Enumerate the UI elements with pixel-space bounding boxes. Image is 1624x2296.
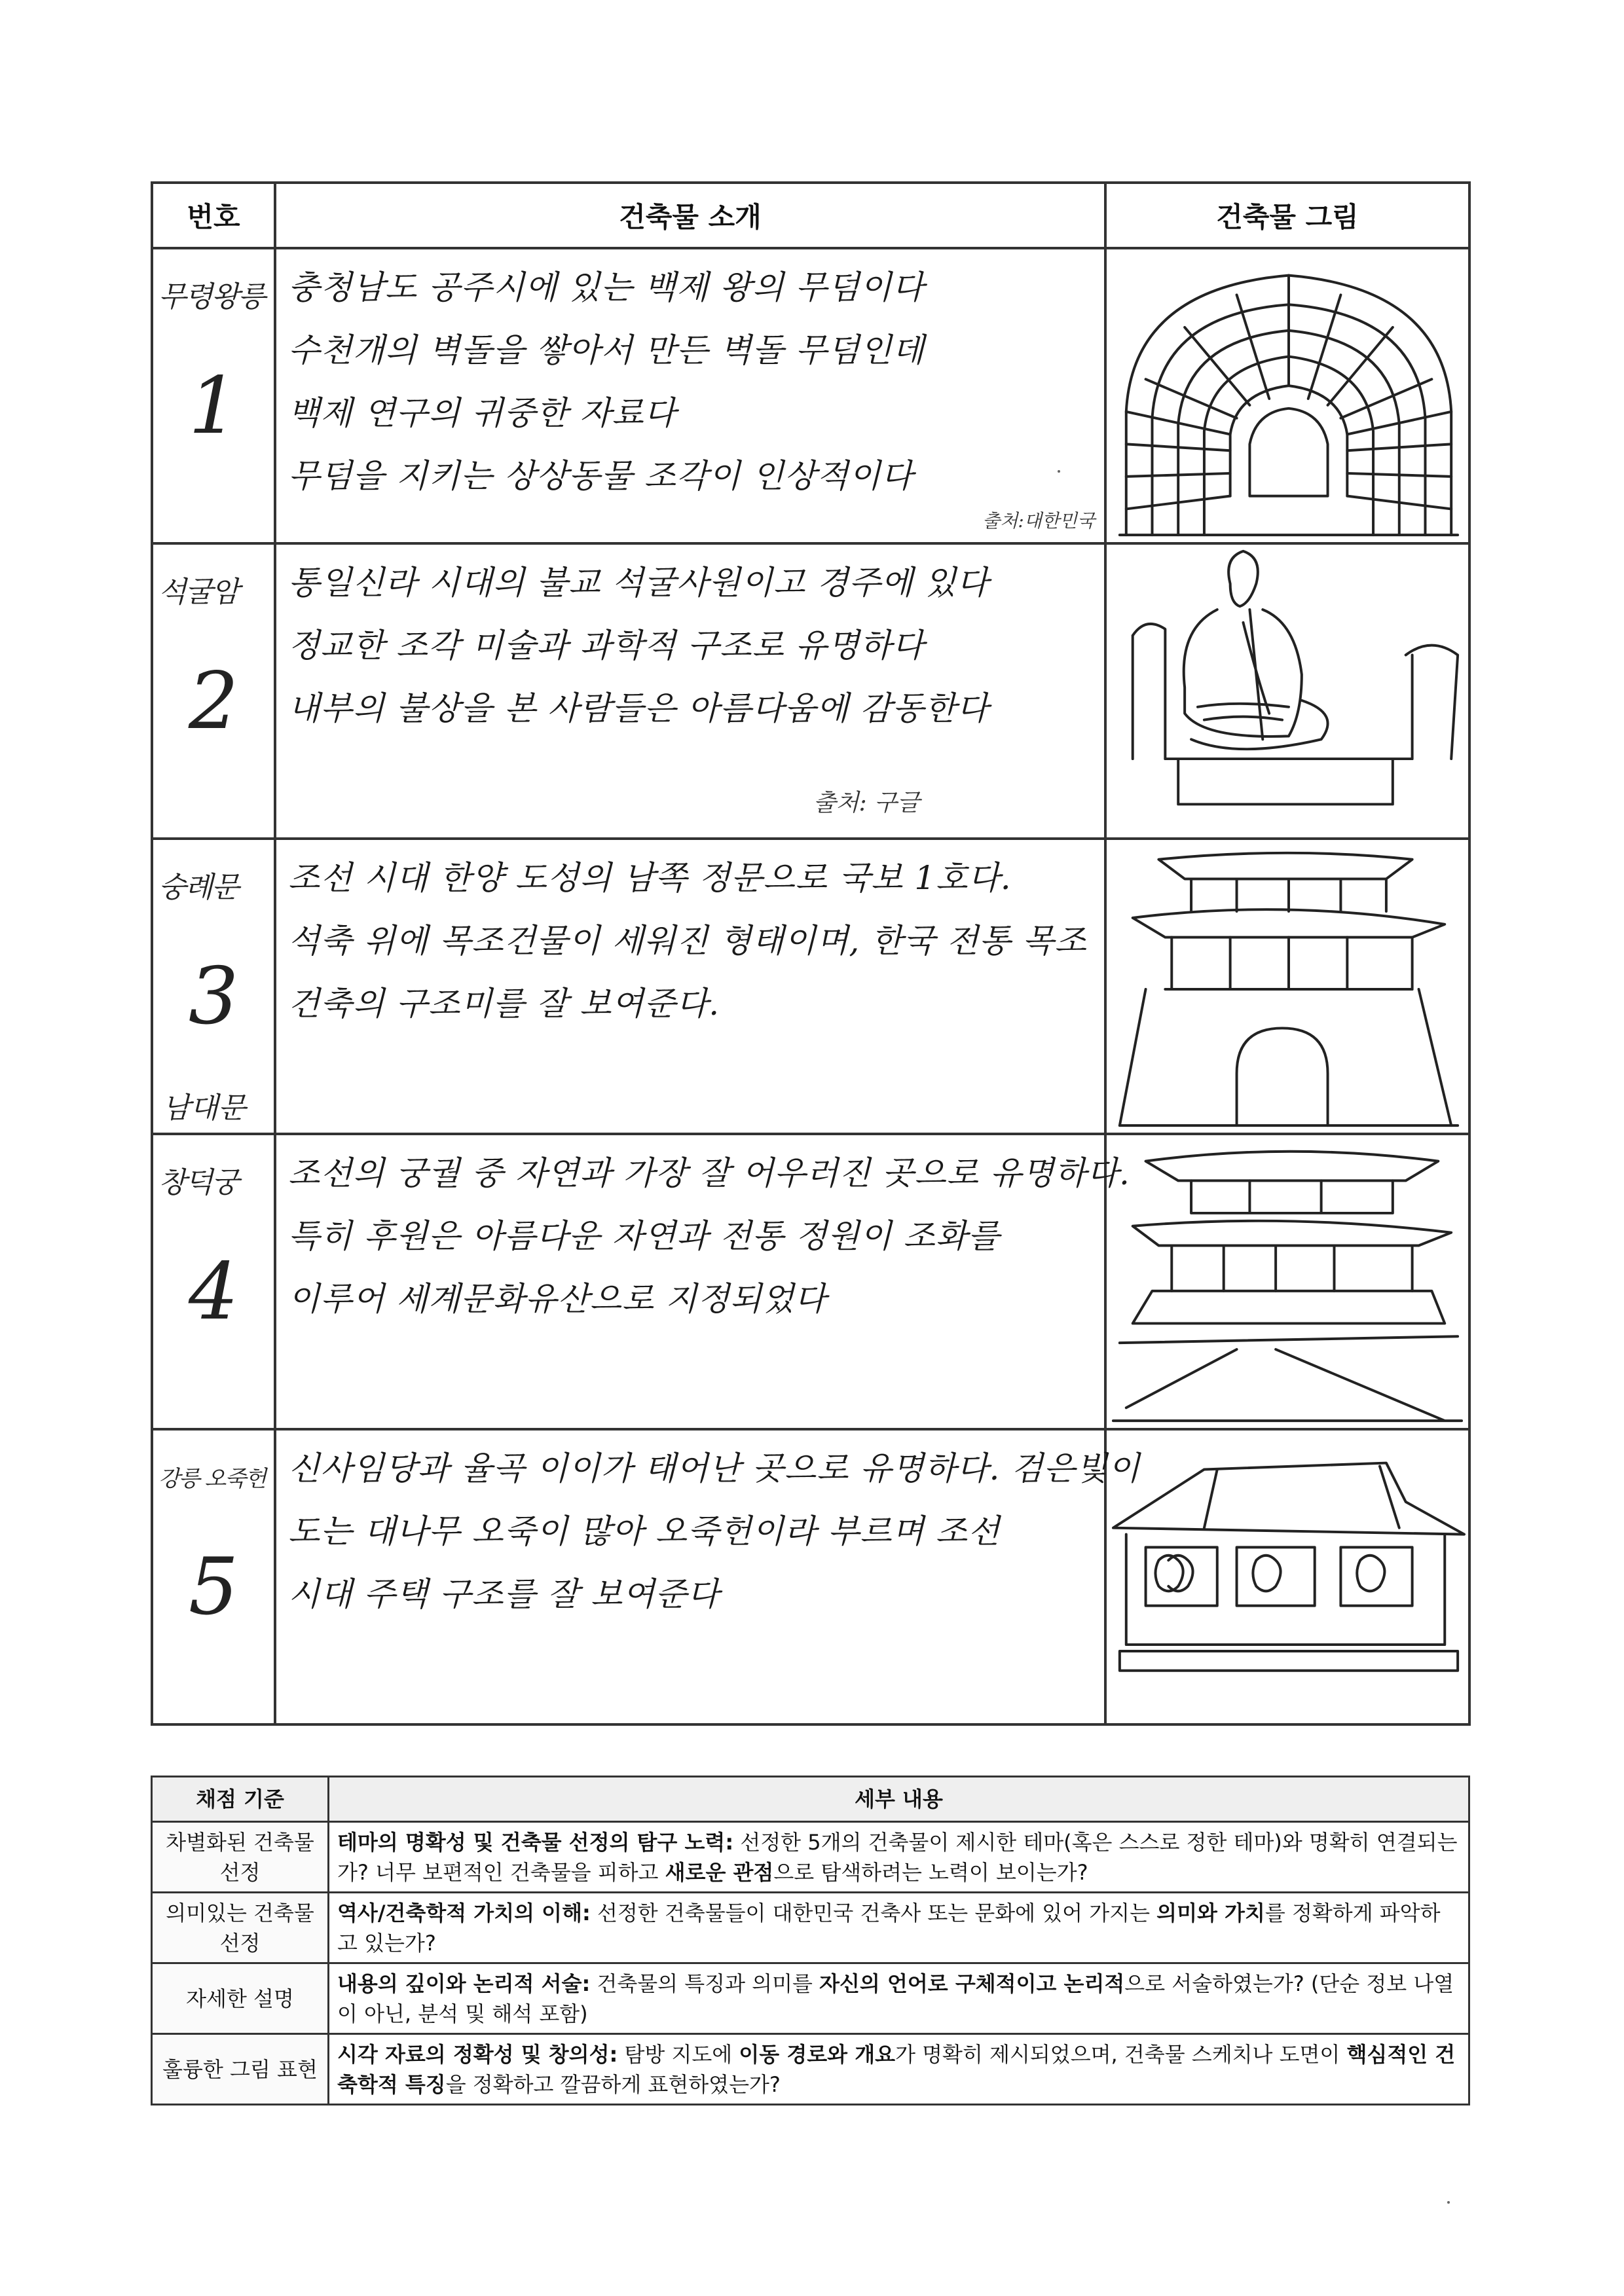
description-line: 충청남도 공주시에 있는 백제 왕의 무덤이다 xyxy=(288,268,925,306)
header-number: 번호 xyxy=(152,183,275,248)
rubric-bold: 핵심적인 건축학적 특징 xyxy=(337,2041,1456,2097)
rubric-text: 탐방 지도에 xyxy=(618,2041,739,2067)
rubric-text: 건축물의 특징과 의미를 xyxy=(590,1971,820,1996)
rubric-bold: 자신의 언어로 구체적이고 논리적 xyxy=(819,1971,1125,1996)
rubric-criteria: 훌륭한 그림 표현 xyxy=(152,2034,329,2105)
row-number: 4 xyxy=(188,1247,239,1338)
scan-speck xyxy=(1447,2201,1450,2204)
rubric-text: 가 명확히 제시되었으며, 건축물 스케치나 도면이 xyxy=(895,2041,1347,2067)
number-cell xyxy=(152,248,275,543)
building-name: 무령왕릉 xyxy=(158,280,265,314)
source-note: 출처: 구글 xyxy=(813,790,920,816)
description-cell xyxy=(275,1429,1141,1724)
rubric-table xyxy=(151,1776,1470,2105)
rubric-text: 을 정확하고 깔끔하게 표현하였는가? xyxy=(445,2071,781,2097)
rubric-criteria: 자세한 설명 xyxy=(152,1963,329,2034)
rubric-criteria: 차별화된 건축물 선정 xyxy=(152,1822,329,1893)
rubric-text: 를 정확하게 파악하고 있는가? xyxy=(337,1900,1441,1956)
rubric-text: 선정한 5개의 건축물이 제시한 테마(혹은 스스로 정한 테마)와 명확히 연결되는가? 너무 보편적인 건축물을 피하고 xyxy=(337,1829,1458,1885)
number-cell xyxy=(152,1134,275,1429)
description-line: 내부의 불상을 본 사람들은 아름다움에 감동한다 xyxy=(288,689,989,727)
description-line: 정교한 조각 미술과 과학적 구조로 유명하다 xyxy=(288,627,925,665)
description-line: 특히 후원은 아름다운 자연과 전통 정원이 조화를 xyxy=(288,1217,1001,1255)
rubric-row xyxy=(152,2034,1469,2105)
row-number: 3 xyxy=(188,951,239,1042)
rubric-header-criteria: 채점 기준 xyxy=(152,1777,329,1822)
building-name: 숭례문 xyxy=(158,871,238,904)
building-name: 석굴암 xyxy=(158,575,238,609)
rubric-criteria: 의미있는 건축물 선정 xyxy=(152,1893,329,1963)
rubric-detail xyxy=(329,1822,1469,1893)
rubric-bold: 역사/건축학적 가치의 이해: xyxy=(337,1900,591,1925)
description-line: 조선 시대 한양 도성의 남쪽 정문으로 국보 1호다. xyxy=(288,859,1012,897)
description-line: 건축의 구조미를 잘 보여준다. xyxy=(288,985,720,1023)
number-cell xyxy=(152,1429,275,1724)
description-line: 석축 위에 목조건물이 세워진 형태이며, 한국 전통 목조 xyxy=(288,922,1087,960)
description-line: 무덤을 지키는 상상동물 조각이 인상적이다 xyxy=(288,457,913,495)
source-note: 출처:대한민국 xyxy=(982,510,1095,532)
architecture-table xyxy=(151,181,1471,1726)
rubric-bold: 내용의 깊이와 논리적 서술: xyxy=(337,1971,591,1996)
table-row xyxy=(152,248,1469,543)
drawing-cell xyxy=(1105,1134,1469,1429)
rubric-text: 선정한 건축물들이 대한민국 건축사 또는 문화에 있어 가지는 xyxy=(590,1900,1157,1925)
rubric-row xyxy=(152,1963,1469,2034)
buddha-statue-sketch xyxy=(1107,545,1468,837)
rubric-detail xyxy=(329,2034,1469,2105)
description-line: 시대 주택 구조를 잘 보여준다 xyxy=(288,1575,720,1613)
house-sketch xyxy=(1107,1430,1468,1723)
rubric-detail xyxy=(329,1893,1469,1963)
description-line: 백제 연구의 귀중한 자료다 xyxy=(288,394,676,432)
table-row xyxy=(152,1429,1469,1724)
rubric-row xyxy=(152,1893,1469,1963)
rubric-header-detail: 세부 내용 xyxy=(329,1777,1469,1822)
number-cell xyxy=(152,543,275,839)
rubric-detail xyxy=(329,1963,1469,2034)
description-line: 수천개의 벽돌을 쌓아서 만든 벽돌 무덤인데 xyxy=(288,331,925,369)
table-row xyxy=(152,839,1469,1134)
gate-sketch xyxy=(1107,840,1468,1133)
description-line: 조선의 궁궐 중 자연과 가장 잘 어우러진 곳으로 유명하다. xyxy=(288,1154,1130,1192)
description-line: 도는 대나무 오죽이 많아 오죽헌이라 부르며 조선 xyxy=(288,1512,1001,1550)
rubric-row xyxy=(152,1822,1469,1893)
row-number: 2 xyxy=(188,656,239,747)
rubric-bold: 테마의 명확성 및 건축물 선정의 탐구 노력: xyxy=(337,1829,734,1855)
description-cell xyxy=(275,543,1105,839)
drawing-cell xyxy=(1105,839,1469,1134)
drawing-cell xyxy=(1105,248,1469,543)
description-line: 신사임당과 율곡 이이가 태어난 곳으로 유명하다. 검은빛이 xyxy=(288,1449,1141,1487)
number-cell xyxy=(152,839,275,1134)
building-name: 창덕궁 xyxy=(158,1166,238,1199)
description-cell xyxy=(275,1134,1130,1429)
building-name: 강릉 오죽헌 xyxy=(158,1466,266,1492)
rubric-text: 으로 탐색하려는 노력이 보이는가? xyxy=(773,1859,1088,1885)
header-drawing: 건축물 그림 xyxy=(1105,183,1469,248)
rubric-text: 으로 서술하였는가? (단순 정보 나열이 아닌, 분석 및 해석 포함) xyxy=(337,1971,1454,2026)
description-cell xyxy=(275,839,1105,1134)
header-intro: 건축물 소개 xyxy=(275,183,1105,248)
table-row xyxy=(152,1134,1469,1429)
table-row xyxy=(152,543,1469,839)
description-line: 이루어 세계문화유산으로 지정되었다 xyxy=(288,1280,827,1318)
building-alt-name: 남대문 xyxy=(162,1091,246,1125)
row-number: 1 xyxy=(188,361,239,452)
row-number: 5 xyxy=(188,1542,239,1633)
scan-speck xyxy=(1058,470,1060,473)
palace-sketch xyxy=(1107,1135,1468,1428)
description-cell xyxy=(275,248,1105,543)
drawing-cell xyxy=(1105,1429,1469,1724)
rubric-bold: 이동 경로와 개요 xyxy=(739,2041,896,2067)
tomb-tunnel-sketch xyxy=(1107,249,1468,542)
rubric-bold: 시각 자료의 정확성 및 창의성: xyxy=(337,2041,618,2067)
drawing-cell xyxy=(1105,543,1469,839)
rubric-bold: 의미와 가치 xyxy=(1156,1900,1265,1925)
description-line: 통일신라 시대의 불교 석굴사원이고 경주에 있다 xyxy=(288,564,989,602)
rubric-bold: 새로운 관점 xyxy=(665,1859,774,1885)
